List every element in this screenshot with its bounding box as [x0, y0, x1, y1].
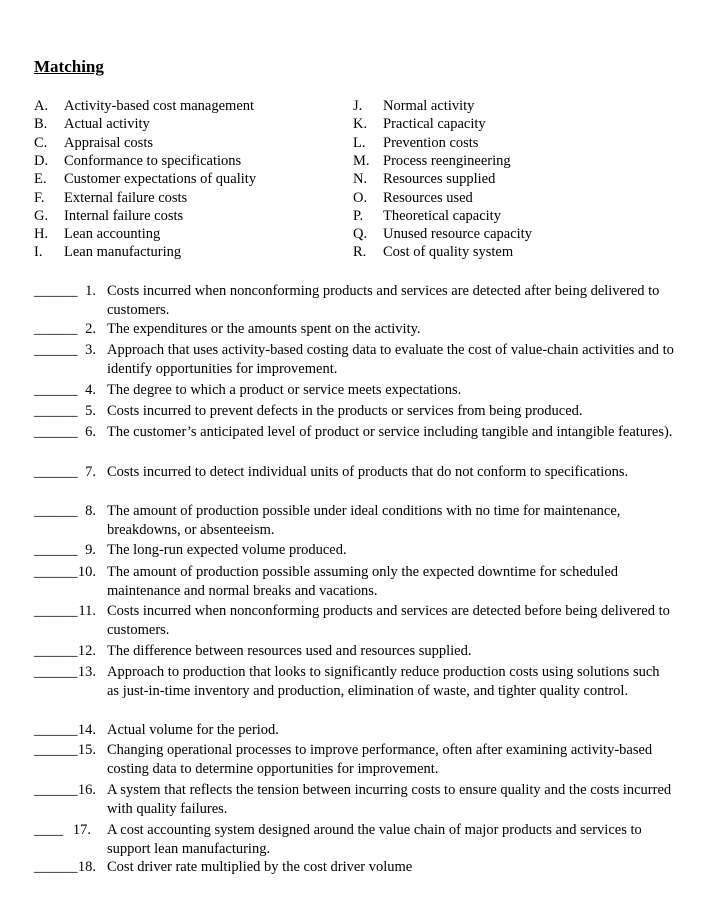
question-number: 12. [77, 643, 96, 659]
page-title: Matching [34, 57, 104, 76]
term-b [34, 115, 150, 133]
term-text: External failure costs [64, 189, 188, 206]
question-item [34, 320, 684, 339]
term-letter: I. [34, 244, 43, 261]
question-item [34, 663, 684, 720]
question-number: 4. [85, 382, 96, 398]
question-number: 2. [85, 321, 96, 337]
question-item [34, 423, 684, 461]
question-text: A cost accounting system designed around the value chain of major products and services to support lean manufacturing. [107, 822, 642, 857]
question-number: 11. [78, 603, 96, 619]
answer-blank[interactable]: ______ [34, 722, 78, 738]
question-item [34, 341, 684, 379]
answer-blank[interactable]: ______ [34, 564, 78, 580]
term-letter: P. [353, 207, 364, 224]
term-r [353, 243, 513, 261]
answer-blank[interactable]: ______ [34, 643, 78, 659]
question-item [34, 821, 684, 859]
term-letter: R. [353, 244, 367, 261]
term-letter: H. [34, 226, 49, 243]
question-number: 6. [85, 424, 96, 440]
term-letter: J. [353, 98, 363, 114]
term-letter: N. [353, 171, 368, 188]
question-number: 3. [85, 342, 96, 358]
term-letter: L. [353, 134, 366, 151]
term-i [34, 243, 181, 261]
answer-blank[interactable]: ______ [34, 283, 78, 299]
term-text: Lean manufacturing [64, 244, 182, 261]
question-number: 7. [85, 464, 96, 480]
term-letter: E. [34, 171, 47, 188]
term-k [353, 115, 486, 133]
question-text: Approach to production that looks to significantly reduce production costs using solutions such as just-in-time inventory and production, elimination of waste, and tighter quality control. [107, 664, 660, 699]
question-item [34, 541, 684, 560]
term-a [34, 97, 254, 115]
term-p [353, 207, 501, 225]
question-number: 8. [85, 503, 96, 519]
term-letter: C. [34, 134, 48, 151]
question-number: 15. [77, 742, 96, 758]
term-text: Internal failure costs [64, 207, 184, 224]
question-text: Approach that uses activity-based costing data to evaluate the cost of value-chain activities and to identify opportunities for improvement. [107, 342, 674, 377]
term-d [34, 152, 241, 170]
question-item [34, 741, 684, 779]
question-text: The long-run expected volume produced. [107, 542, 347, 558]
question-text: Costs incurred to prevent defects in the products or services from being produced. [107, 403, 583, 419]
question-text: The degree to which a product or service meets expectations. [107, 382, 462, 398]
question-text: Actual volume for the period. [107, 722, 279, 738]
question-text: Costs incurred to detect individual units of products that do not conform to specifications. [107, 464, 629, 480]
term-text: Theoretical capacity [383, 207, 501, 224]
question-text: A system that reflects the tension between incurring costs to ensure quality and the costs incurred with quality failures. [107, 782, 672, 817]
question-text: Changing operational processes to improve performance, often after examining activity-based costing data to determine opportunities for improvement. [107, 742, 653, 777]
question-text: The amount of production possible assuming only the expected downtime for scheduled maintenance and normal breaks and vacations. [107, 564, 619, 599]
term-letter: O. [353, 189, 368, 206]
term-letter: B. [34, 116, 48, 133]
question-item [34, 563, 684, 601]
question-item [34, 282, 684, 320]
term-text: Appraisal costs [64, 134, 153, 151]
answer-blank[interactable]: ______ [34, 782, 78, 798]
term-text: Actual activity [64, 116, 150, 133]
term-g [34, 207, 183, 225]
question-text: Costs incurred when nonconforming products and services are detected after being delivered to customers. [107, 283, 660, 318]
answer-blank[interactable]: ______ [34, 859, 78, 875]
question-item [34, 502, 684, 540]
term-j [353, 97, 474, 115]
term-text: Practical capacity [383, 116, 486, 133]
term-letter: A. [34, 98, 49, 114]
term-m [353, 152, 511, 170]
question-number: 5. [85, 403, 96, 419]
term-f [34, 189, 187, 207]
question-number: 13. [77, 664, 96, 680]
answer-blank[interactable]: ______ [34, 382, 78, 398]
answer-blank[interactable]: ______ [34, 403, 78, 419]
answer-blank[interactable]: ______ [34, 342, 78, 358]
question-item [34, 602, 684, 640]
term-letter: Q. [353, 226, 368, 243]
answer-blank[interactable]: ______ [34, 603, 78, 619]
term-e [34, 170, 256, 188]
answer-blank[interactable]: ______ [34, 424, 78, 440]
term-text: Activity-based cost management [64, 98, 255, 114]
answer-blank[interactable]: ______ [34, 503, 78, 519]
question-item [34, 402, 684, 421]
term-text: Resources supplied [383, 171, 496, 188]
answer-blank[interactable]: ______ [34, 321, 78, 337]
term-letter: D. [34, 152, 49, 169]
term-text: Cost of quality system [383, 244, 514, 261]
term-text: Process reengineering [383, 152, 511, 169]
term-text: Normal activity [383, 98, 475, 114]
question-number: 1. [85, 283, 96, 299]
question-text: Costs incurred when nonconforming products and services are detected before being delivered to customers. [107, 603, 670, 638]
answer-blank[interactable]: ______ [34, 664, 78, 680]
question-item [34, 721, 684, 740]
question-number: 16. [77, 782, 96, 798]
question-text: The amount of production possible under ideal conditions with no time for maintenance, breakdowns, or absenteeism. [107, 503, 621, 538]
term-o [353, 189, 473, 207]
term-text: Customer expectations of quality [64, 171, 257, 188]
question-text: The customer’s anticipated level of product or service including tangible and intangible features). [107, 424, 673, 440]
question-text: The difference between resources used and resources supplied. [107, 643, 472, 659]
term-text: Prevention costs [383, 134, 479, 151]
term-l [353, 134, 478, 152]
term-text: Resources used [383, 189, 473, 206]
question-item [34, 858, 684, 877]
question-number: 10. [77, 564, 96, 580]
answer-blank[interactable]: ______ [34, 742, 78, 758]
term-c [34, 134, 153, 152]
term-text: Unused resource capacity [383, 226, 532, 243]
answer-blank[interactable]: ______ [34, 542, 78, 558]
term-letter: F. [34, 189, 45, 206]
question-item [34, 381, 684, 400]
term-letter: M. [353, 152, 370, 169]
term-letter: K. [353, 116, 368, 133]
question-item [34, 642, 684, 661]
term-q [353, 225, 532, 243]
question-number: 18. [77, 859, 96, 875]
question-item [34, 463, 684, 501]
question-text: Cost driver rate multiplied by the cost driver volume [107, 859, 413, 875]
answer-blank[interactable]: ____ [34, 822, 63, 838]
question-item [34, 781, 684, 819]
answer-blank[interactable]: ______ [34, 464, 78, 480]
question-number: 14. [77, 722, 96, 738]
question-number: 17. [72, 822, 91, 838]
term-text: Lean accounting [64, 226, 161, 243]
term-text: Conformance to specifications [64, 152, 242, 169]
term-h [34, 225, 160, 243]
term-letter: G. [34, 207, 49, 224]
question-text: The expenditures or the amounts spent on the activity. [107, 321, 421, 337]
term-n [353, 170, 495, 188]
question-number: 9. [85, 542, 96, 558]
